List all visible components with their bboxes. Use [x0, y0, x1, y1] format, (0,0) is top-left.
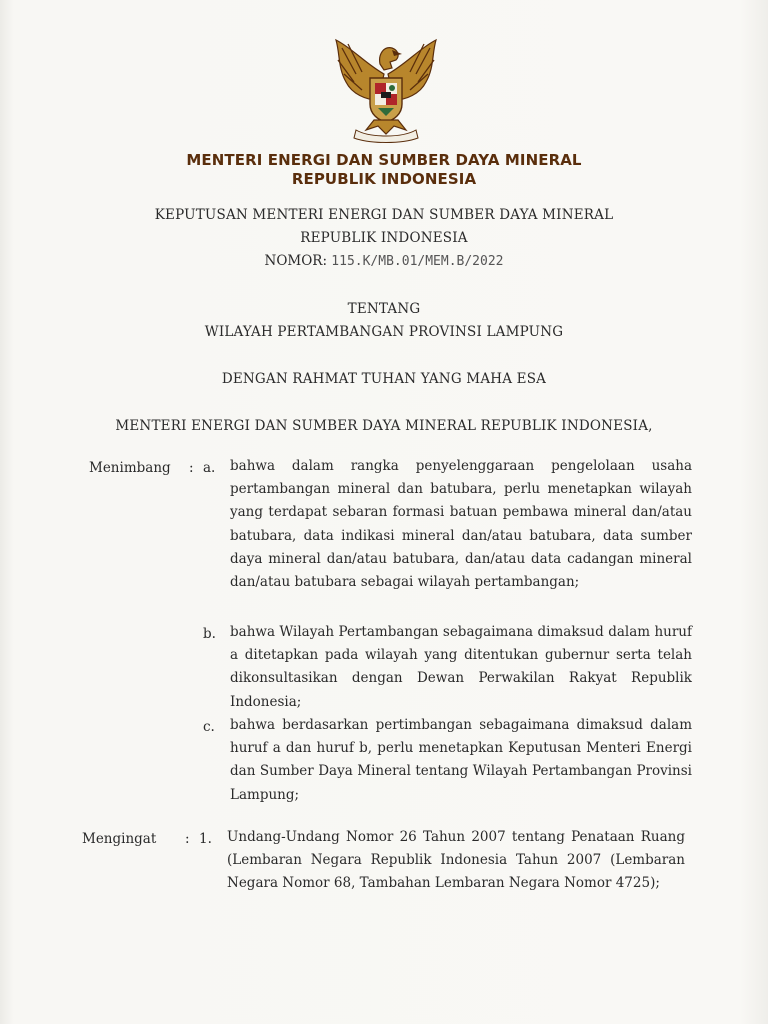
invocation-line: DENGAN RAHMAT TUHAN YANG MAHA ESA [221, 371, 547, 387]
decree-number [0, 253, 768, 269]
menimbang-label: Menimbang [89, 460, 171, 476]
decree-subject: WILAYAH PERTAMBANGAN PROVINSI LAMPUNG [204, 324, 564, 340]
mengingat-marker-1: 1. [199, 831, 212, 847]
menimbang-marker-b: b. [203, 626, 216, 642]
ministry-heading-line1: MENTERI ENERGI DAN SUMBER DAYA MINERAL [186, 151, 582, 169]
mengingat-item-1: Undang-Undang Nomor 26 Tahun 2007 tentang Penataan Ruang (Lembaran Negara Republik Indonesia Tahun 2007 (Lembaran Negara Nomor 68, Tambahan Lembaran Negara Nomor 4725); [227, 829, 685, 892]
authority-line: MENTERI ENERGI DAN SUMBER DAYA MINERAL REPUBLIK INDONESIA, [115, 418, 653, 434]
nomor-label: NOMOR: [264, 253, 327, 269]
decree-title-line1: KEPUTUSAN MENTERI ENERGI DAN SUMBER DAYA MINERAL [154, 207, 614, 223]
nomor-value: 115.K/MB.01/MEM.B/2022 [331, 254, 504, 269]
menimbang-item-c: bahwa berdasarkan pertimbangan sebagaimana dimaksud dalam huruf a dan huruf b, perlu menetapkan Keputusan Menteri Energi dan Sumber Daya Mineral tentang Wilayah Pertambangan Provinsi Lampung; [230, 717, 692, 803]
tentang-label: TENTANG [347, 301, 421, 317]
garuda-pancasila-emblem-icon [326, 34, 446, 146]
decree-title-line2: REPUBLIK INDONESIA [300, 230, 468, 246]
menimbang-marker-c: c. [203, 719, 215, 735]
ministry-heading-line2: REPUBLIK INDONESIA [291, 170, 477, 188]
menimbang-item-a: bahwa dalam rangka penyelenggaraan pengelolaan usaha pertambangan mineral dan batubara, perlu menetapkan wilayah yang terdapat sebaran formasi batuan pembawa mineral dan/atau batubara, data indikasi mineral dan/atau batubara, data sumber daya mineral dan/atau batubara, dan/atau data cadangan mineral dan/atau batubara sebagai wilayah pertambangan; [230, 458, 692, 591]
mengingat-label: Mengingat [82, 831, 157, 847]
menimbang-item-b: bahwa Wilayah Pertambangan sebagaimana dimaksud dalam huruf a ditetapkan pada wilayah yang ditentukan gubernur serta telah dikonsultasikan dengan Dewan Perwakilan Rakyat Republik Indonesia; [230, 624, 692, 710]
menimbang-colon: : [189, 460, 194, 476]
mengingat-colon: : [185, 831, 190, 847]
menimbang-marker-a: a. [203, 460, 216, 476]
